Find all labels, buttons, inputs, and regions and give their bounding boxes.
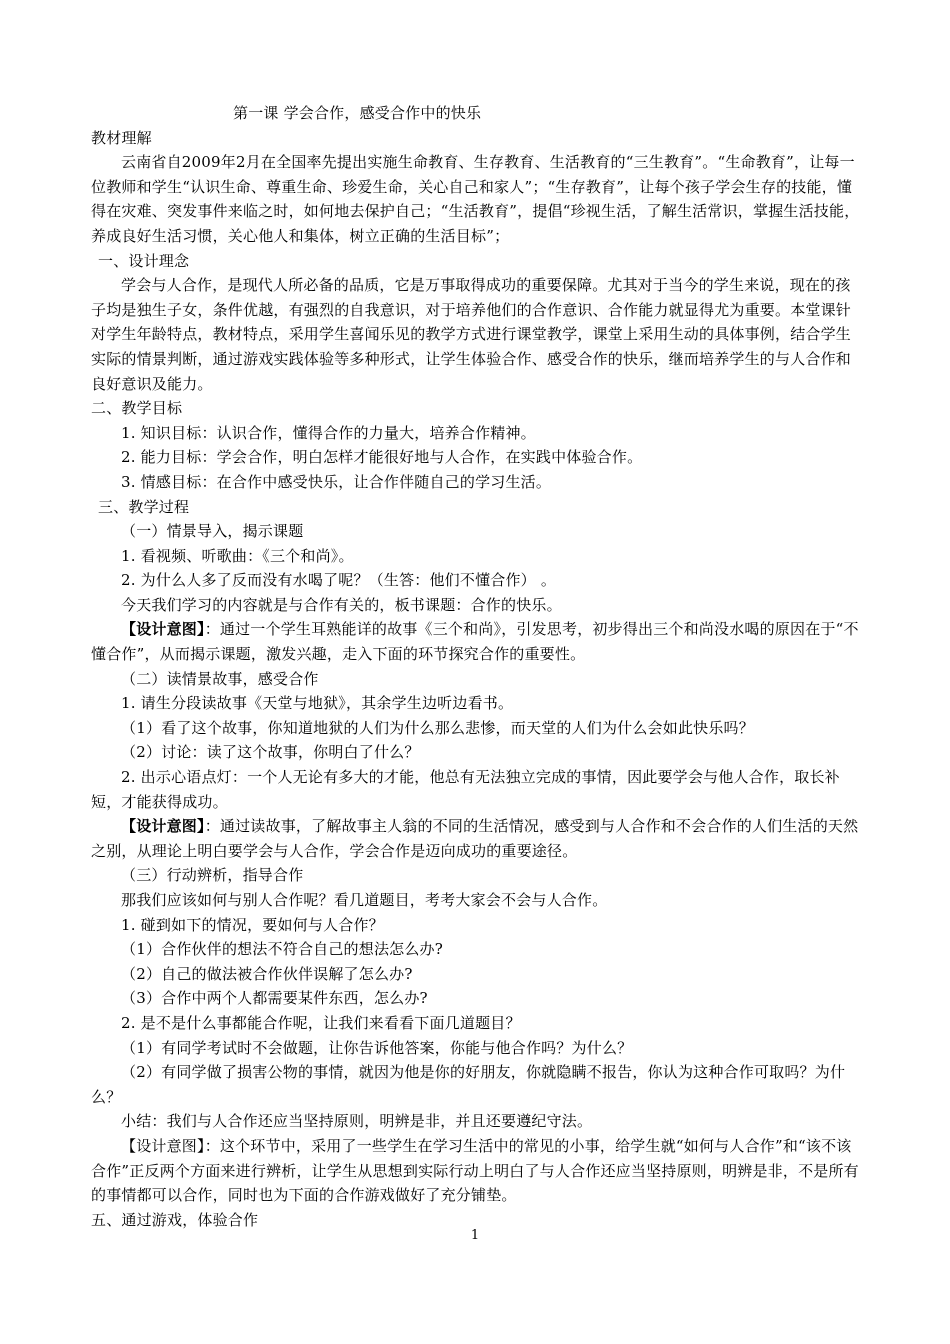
paragraph	[91, 150, 861, 248]
paragraph-text: 学会与人合作，是现代人所必备的品质，它是万事取得成功的重要保障。尤其对于当今的学生来说，现在的孩子均是独生子女，条件优越，有强烈的自我意识，对于培养他们的合作意识、合作能力就显得尤为重要。本堂课针对学生年龄特点，教材特点，采用学生喜闻乐见的教学方式进行课堂教学，课堂上采用生动的具体事例，结合学生实际的情景判断，通过游戏实践体验等多种形式，让学生体验合作、感受合作的快乐，继而培养学生的与人合作和良好意识及能力。	[91, 276, 852, 393]
paragraph-text: 云南省自2009年2月在全国率先提出实施生命教育、生存教育、生活教育的“三生教育”。“生命教育”，让每一位教师和学生“认识生命、尊重生命、珍爱生命，关心自己和家人”；“生存教育”，让每个孩子学会生存的技能，懂得在灾难、突发事件来临之时，如何地去保护自己；“生活教育”，提倡“珍视生活，了解生活常识，掌握生活技能，养成良好生活习惯，关心他人和集体，树立正确的生活目标”；	[91, 153, 860, 245]
paragraph	[91, 126, 861, 151]
paragraph-text: 2. 能力目标：学会合作，明白怎样才能很好地与人合作，在实践中体验合作。	[121, 448, 643, 467]
paragraph-text: （2）有同学做了损害公物的事情，就因为他是你的好朋友，你就隐瞒不报告，你认为这种合作可取吗？为什么？	[91, 1063, 846, 1106]
paragraph	[91, 1036, 861, 1061]
paragraph	[91, 519, 861, 544]
design-intent-label: 【设计意图】	[121, 620, 205, 639]
paragraph	[91, 1134, 861, 1208]
paragraph-text: （1）合作伙伴的想法不符合自己的想法怎么办?	[121, 940, 443, 959]
paragraph-text: 五、通过游戏，体验合作	[91, 1210, 259, 1229]
paragraph-text: （2）自己的做法被合作伙伴误解了怎么办?	[121, 964, 413, 983]
paragraph	[91, 888, 861, 913]
paragraph-text: 1. 看视频、听歌曲：《三个和尚》。	[121, 546, 354, 565]
paragraph-text: 1. 请生分段读故事《天堂与地狱》，其余学生边听边看书。	[121, 694, 514, 713]
paragraph	[91, 913, 861, 938]
paragraph-text: 3. 情感目标：在合作中感受快乐，让合作伴随自己的学习生活。	[121, 472, 552, 491]
paragraph	[91, 1109, 861, 1134]
page-number: 1	[470, 1228, 480, 1243]
paragraph	[91, 396, 861, 421]
paragraph-text: 1. 碰到如下的情况，要如何与人合作？	[121, 915, 384, 934]
paragraph-text: ：通过读故事，了解故事主人翁的不同的生活情况，感受到与人合作和不会合作的人们生活的天然之别，从理论上明白要学会与人合作，学会合作是迈向成功的重要途径。	[91, 817, 859, 860]
paragraph-text: （2）讨论：读了这个故事，你明白了什么？	[121, 743, 420, 762]
paragraph-text: 教材理解	[91, 128, 152, 147]
paragraph-list	[91, 126, 861, 1233]
paragraph-text: 那我们应该如何与别人合作呢？看几道题目，考考大家会不会与人合作。	[121, 891, 608, 909]
paragraph-text: 今天我们学习的内容就是与合作有关的，板书课题：合作的快乐。	[121, 595, 562, 614]
paragraph	[91, 716, 861, 741]
paragraph-text: 三、教学过程	[98, 497, 190, 516]
paragraph-text: （3）合作中两个人都需要某件东西，怎么办?	[121, 989, 428, 1008]
paragraph	[91, 667, 861, 692]
paragraph	[91, 1011, 861, 1036]
paragraph-text: （三）行动辨析，指导合作	[121, 866, 304, 885]
paragraph	[91, 962, 861, 987]
paragraph	[91, 421, 861, 446]
paragraph	[91, 986, 861, 1011]
paragraph-text: 一、设计理念	[98, 251, 190, 270]
paragraph	[91, 937, 861, 962]
paragraph	[91, 765, 861, 814]
paragraph	[91, 814, 861, 863]
paragraph-text: 2. 出示心语点灯：一个人无论有多大的才能，他总有无法独立完成的事情，因此要学会与他人合作，取长补短，才能获得成功。	[91, 768, 840, 811]
paragraph	[91, 593, 861, 618]
paragraph-text: （1）看了这个故事，你知道地狱的人们为什么那么悲惨，而天堂的人们为什么会如此快乐吗？	[121, 718, 754, 737]
paragraph	[91, 691, 861, 716]
paragraph-text: 【设计意图】：这个环节中，采用了一些学生在学习生活中的常见的小事，给学生就“如何与人合作”和“该不该合作”正反两个方面来进行辨析，让学生从思想到实际行动上明白了与人合作还应当坚持原则，明辨是非，不是所有的事情都可以合作，同时也为下面的合作游戏做好了充分铺垫。	[91, 1136, 859, 1205]
paragraph	[91, 1060, 861, 1109]
paragraph	[91, 273, 861, 396]
paragraph	[91, 544, 861, 569]
paragraph	[91, 445, 861, 470]
paragraph-text: 小结：我们与人合作还应当坚持原则，明辨是非，并且还要遵纪守法。	[121, 1112, 593, 1131]
paragraph-text: 2. 是不是什么事都能合作呢，让我们来看看下面几道题目？	[121, 1013, 521, 1032]
paragraph-text: 2. 为什么人多了反而没有水喝了呢？（生答：他们不懂合作） 。	[121, 571, 557, 590]
paragraph	[91, 470, 861, 495]
paragraph-text: 二、教学目标	[91, 399, 183, 418]
paragraph	[91, 495, 861, 520]
paragraph-text: （一）情景导入，揭示课题	[121, 522, 304, 541]
paragraph-text: （1）有同学考试时不会做题，让你告诉他答案，你能与他合作吗？为什么？	[121, 1038, 633, 1057]
paragraph	[91, 740, 861, 765]
document-body	[91, 101, 861, 1232]
paragraph-text: （二）读情景故事，感受合作	[121, 669, 319, 688]
paragraph	[91, 863, 861, 888]
paragraph	[91, 249, 861, 274]
paragraph	[91, 568, 861, 593]
document-title: 第一课 学会合作，感受合作中的快乐	[233, 104, 482, 122]
paragraph	[91, 617, 861, 666]
paragraph-text: ：通过一个学生耳熟能详的故事《三个和尚》，引发思考，初步得出三个和尚没水喝的原因在于“不懂合作”，从而揭示课题，激发兴趣，走入下面的环节探究合作的重要性。	[91, 620, 859, 664]
design-intent-label: 【设计意图】	[121, 817, 205, 836]
paragraph-text: 1. 知识目标：认识合作，懂得合作的力量大，培养合作精神。	[121, 423, 536, 442]
